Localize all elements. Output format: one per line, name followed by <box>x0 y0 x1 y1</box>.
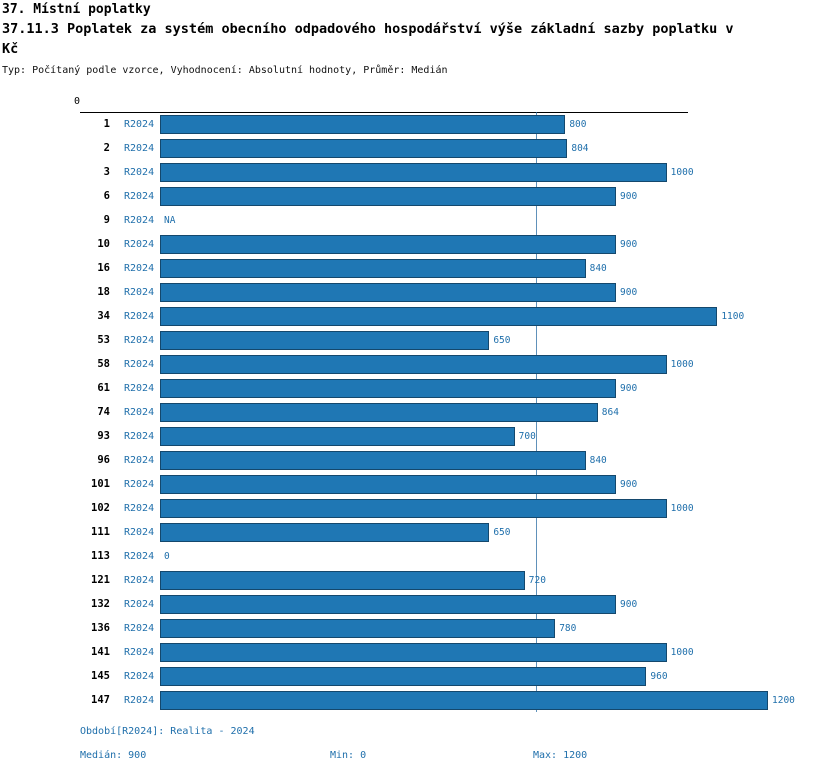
bar-value-label: 900 <box>620 191 638 202</box>
row-series-label: R2024 <box>124 167 155 178</box>
row-series-label: R2024 <box>124 119 155 130</box>
chart-row <box>80 616 830 640</box>
bar-value-label: 1200 <box>772 695 795 706</box>
row-id-label: 6 <box>103 190 110 202</box>
bar <box>160 115 565 134</box>
axis-origin-label: 0 <box>74 96 81 107</box>
chart-row <box>80 640 830 664</box>
chart-row <box>80 688 830 712</box>
row-id-label: 2 <box>103 142 110 154</box>
row-id-label: 16 <box>97 262 110 274</box>
bar <box>160 619 555 638</box>
row-series-label: R2024 <box>124 479 155 490</box>
row-id-label: 147 <box>91 694 110 706</box>
row-id-label: 53 <box>97 334 110 346</box>
bar <box>160 163 667 182</box>
bar-value-label: 840 <box>589 455 607 466</box>
row-series-label: R2024 <box>124 311 155 322</box>
row-series-label: R2024 <box>124 671 155 682</box>
chart-row <box>80 520 830 544</box>
row-id-label: 93 <box>97 430 110 442</box>
bar-value-label: 900 <box>620 239 638 250</box>
row-series-label: R2024 <box>124 335 155 346</box>
row-series-label: R2024 <box>124 359 155 370</box>
bar <box>160 283 616 302</box>
bar <box>160 523 489 542</box>
chart-row <box>80 448 830 472</box>
chart-row <box>80 280 830 304</box>
bar-value-label: 650 <box>493 335 511 346</box>
bar <box>160 571 525 590</box>
row-series-label: R2024 <box>124 455 155 466</box>
bar-value-label: 804 <box>571 143 589 154</box>
bar <box>160 643 667 662</box>
row-series-label: R2024 <box>124 263 155 274</box>
chart-subtitle: Typ: Počítaný podle vzorce, Vyhodnocení: Absolutní hodnoty, Průměr: Medián <box>2 65 448 76</box>
row-series-label: R2024 <box>124 431 155 442</box>
row-id-label: 74 <box>97 406 110 418</box>
bar-value-label: 840 <box>589 263 607 274</box>
row-series-label: R2024 <box>124 407 155 418</box>
row-series-label: R2024 <box>124 527 155 538</box>
bar <box>160 235 616 254</box>
chart-row <box>80 208 830 232</box>
bar <box>160 427 515 446</box>
chart-row <box>80 304 830 328</box>
chart-row <box>80 184 830 208</box>
bar <box>160 331 489 350</box>
row-id-label: 101 <box>91 478 110 490</box>
bar-value-label: 1000 <box>670 503 694 514</box>
bar-value-label: 900 <box>620 479 638 490</box>
bar-value-label: 0 <box>164 551 170 562</box>
bar <box>160 379 616 398</box>
chart-footer <box>0 726 750 774</box>
chart-row <box>80 424 830 448</box>
row-series-label: R2024 <box>124 647 155 658</box>
section-title: 37. Místní poplatky <box>2 2 151 17</box>
row-series-label: R2024 <box>124 623 155 634</box>
row-id-label: 1 <box>103 118 110 130</box>
row-id-label: 3 <box>103 166 110 178</box>
chart-row <box>80 496 830 520</box>
row-id-label: 10 <box>97 238 110 250</box>
row-series-label: R2024 <box>124 599 155 610</box>
row-id-label: 111 <box>91 526 110 538</box>
row-id-label: 121 <box>91 574 110 586</box>
chart-row <box>80 256 830 280</box>
bar-value-label: 900 <box>620 383 638 394</box>
bar-value-label: 720 <box>528 575 546 586</box>
bar-value-label: 1000 <box>670 167 694 178</box>
row-series-label: R2024 <box>124 287 155 298</box>
legend-entry: Období[R2024]: Realita - 2024 <box>80 726 255 737</box>
row-series-label: R2024 <box>124 383 155 394</box>
row-id-label: 34 <box>97 310 110 322</box>
chart-row <box>80 664 830 688</box>
row-id-label: 145 <box>91 670 110 682</box>
chart-row <box>80 472 830 496</box>
bar-value-label: 1000 <box>670 647 694 658</box>
bar <box>160 307 717 326</box>
row-series-label: R2024 <box>124 695 155 706</box>
bar-value-label: 900 <box>620 599 638 610</box>
bar-value-label: NA <box>164 215 176 226</box>
chart-row <box>80 376 830 400</box>
chart-row <box>80 160 830 184</box>
row-series-label: R2024 <box>124 551 155 562</box>
bar <box>160 403 598 422</box>
row-id-label: 96 <box>97 454 110 466</box>
row-id-label: 9 <box>103 214 110 226</box>
row-series-label: R2024 <box>124 239 155 250</box>
bar-chart <box>0 96 795 716</box>
row-id-label: 113 <box>91 550 110 562</box>
row-id-label: 102 <box>91 502 110 514</box>
chart-row <box>80 352 830 376</box>
chart-row <box>80 544 830 568</box>
bar-value-label: 960 <box>650 671 668 682</box>
bar <box>160 139 567 158</box>
row-series-label: R2024 <box>124 191 155 202</box>
bar <box>160 595 616 614</box>
row-id-label: 132 <box>91 598 110 610</box>
plot-area <box>80 112 795 712</box>
chart-row <box>80 592 830 616</box>
chart-row <box>80 136 830 160</box>
bar <box>160 667 646 686</box>
bar-value-label: 650 <box>493 527 511 538</box>
bar <box>160 475 616 494</box>
bar-value-label: 864 <box>601 407 619 418</box>
bar <box>160 499 667 518</box>
stat-max: Max: 1200 <box>533 750 588 761</box>
row-id-label: 18 <box>97 286 110 298</box>
bar-value-label: 900 <box>620 287 638 298</box>
bar-value-label: 1100 <box>721 311 745 322</box>
row-series-label: R2024 <box>124 503 155 514</box>
bar-value-label: 800 <box>569 119 587 130</box>
bar <box>160 451 586 470</box>
chart-row <box>80 232 830 256</box>
row-series-label: R2024 <box>124 215 155 226</box>
row-id-label: 141 <box>91 646 110 658</box>
chart-row <box>80 112 830 136</box>
bar-value-label: 780 <box>559 623 577 634</box>
chart-row <box>80 400 830 424</box>
bar <box>160 355 667 374</box>
bar-value-label: 1000 <box>670 359 694 370</box>
row-series-label: R2024 <box>124 143 155 154</box>
row-id-label: 58 <box>97 358 110 370</box>
bar <box>160 691 768 710</box>
page-title: 37.11.3 Poplatek za systém obecního odpadového hospodářství výše základní sazby poplatku v Kč <box>2 21 734 57</box>
bar <box>160 259 586 278</box>
bar-value-label: 700 <box>518 431 536 442</box>
stat-min: Min: 0 <box>330 750 367 761</box>
chart-row <box>80 328 830 352</box>
row-series-label: R2024 <box>124 575 155 586</box>
bar <box>160 187 616 206</box>
row-id-label: 61 <box>97 382 110 394</box>
chart-row <box>80 568 830 592</box>
row-id-label: 136 <box>91 622 110 634</box>
stat-median: Medián: 900 <box>80 750 147 761</box>
